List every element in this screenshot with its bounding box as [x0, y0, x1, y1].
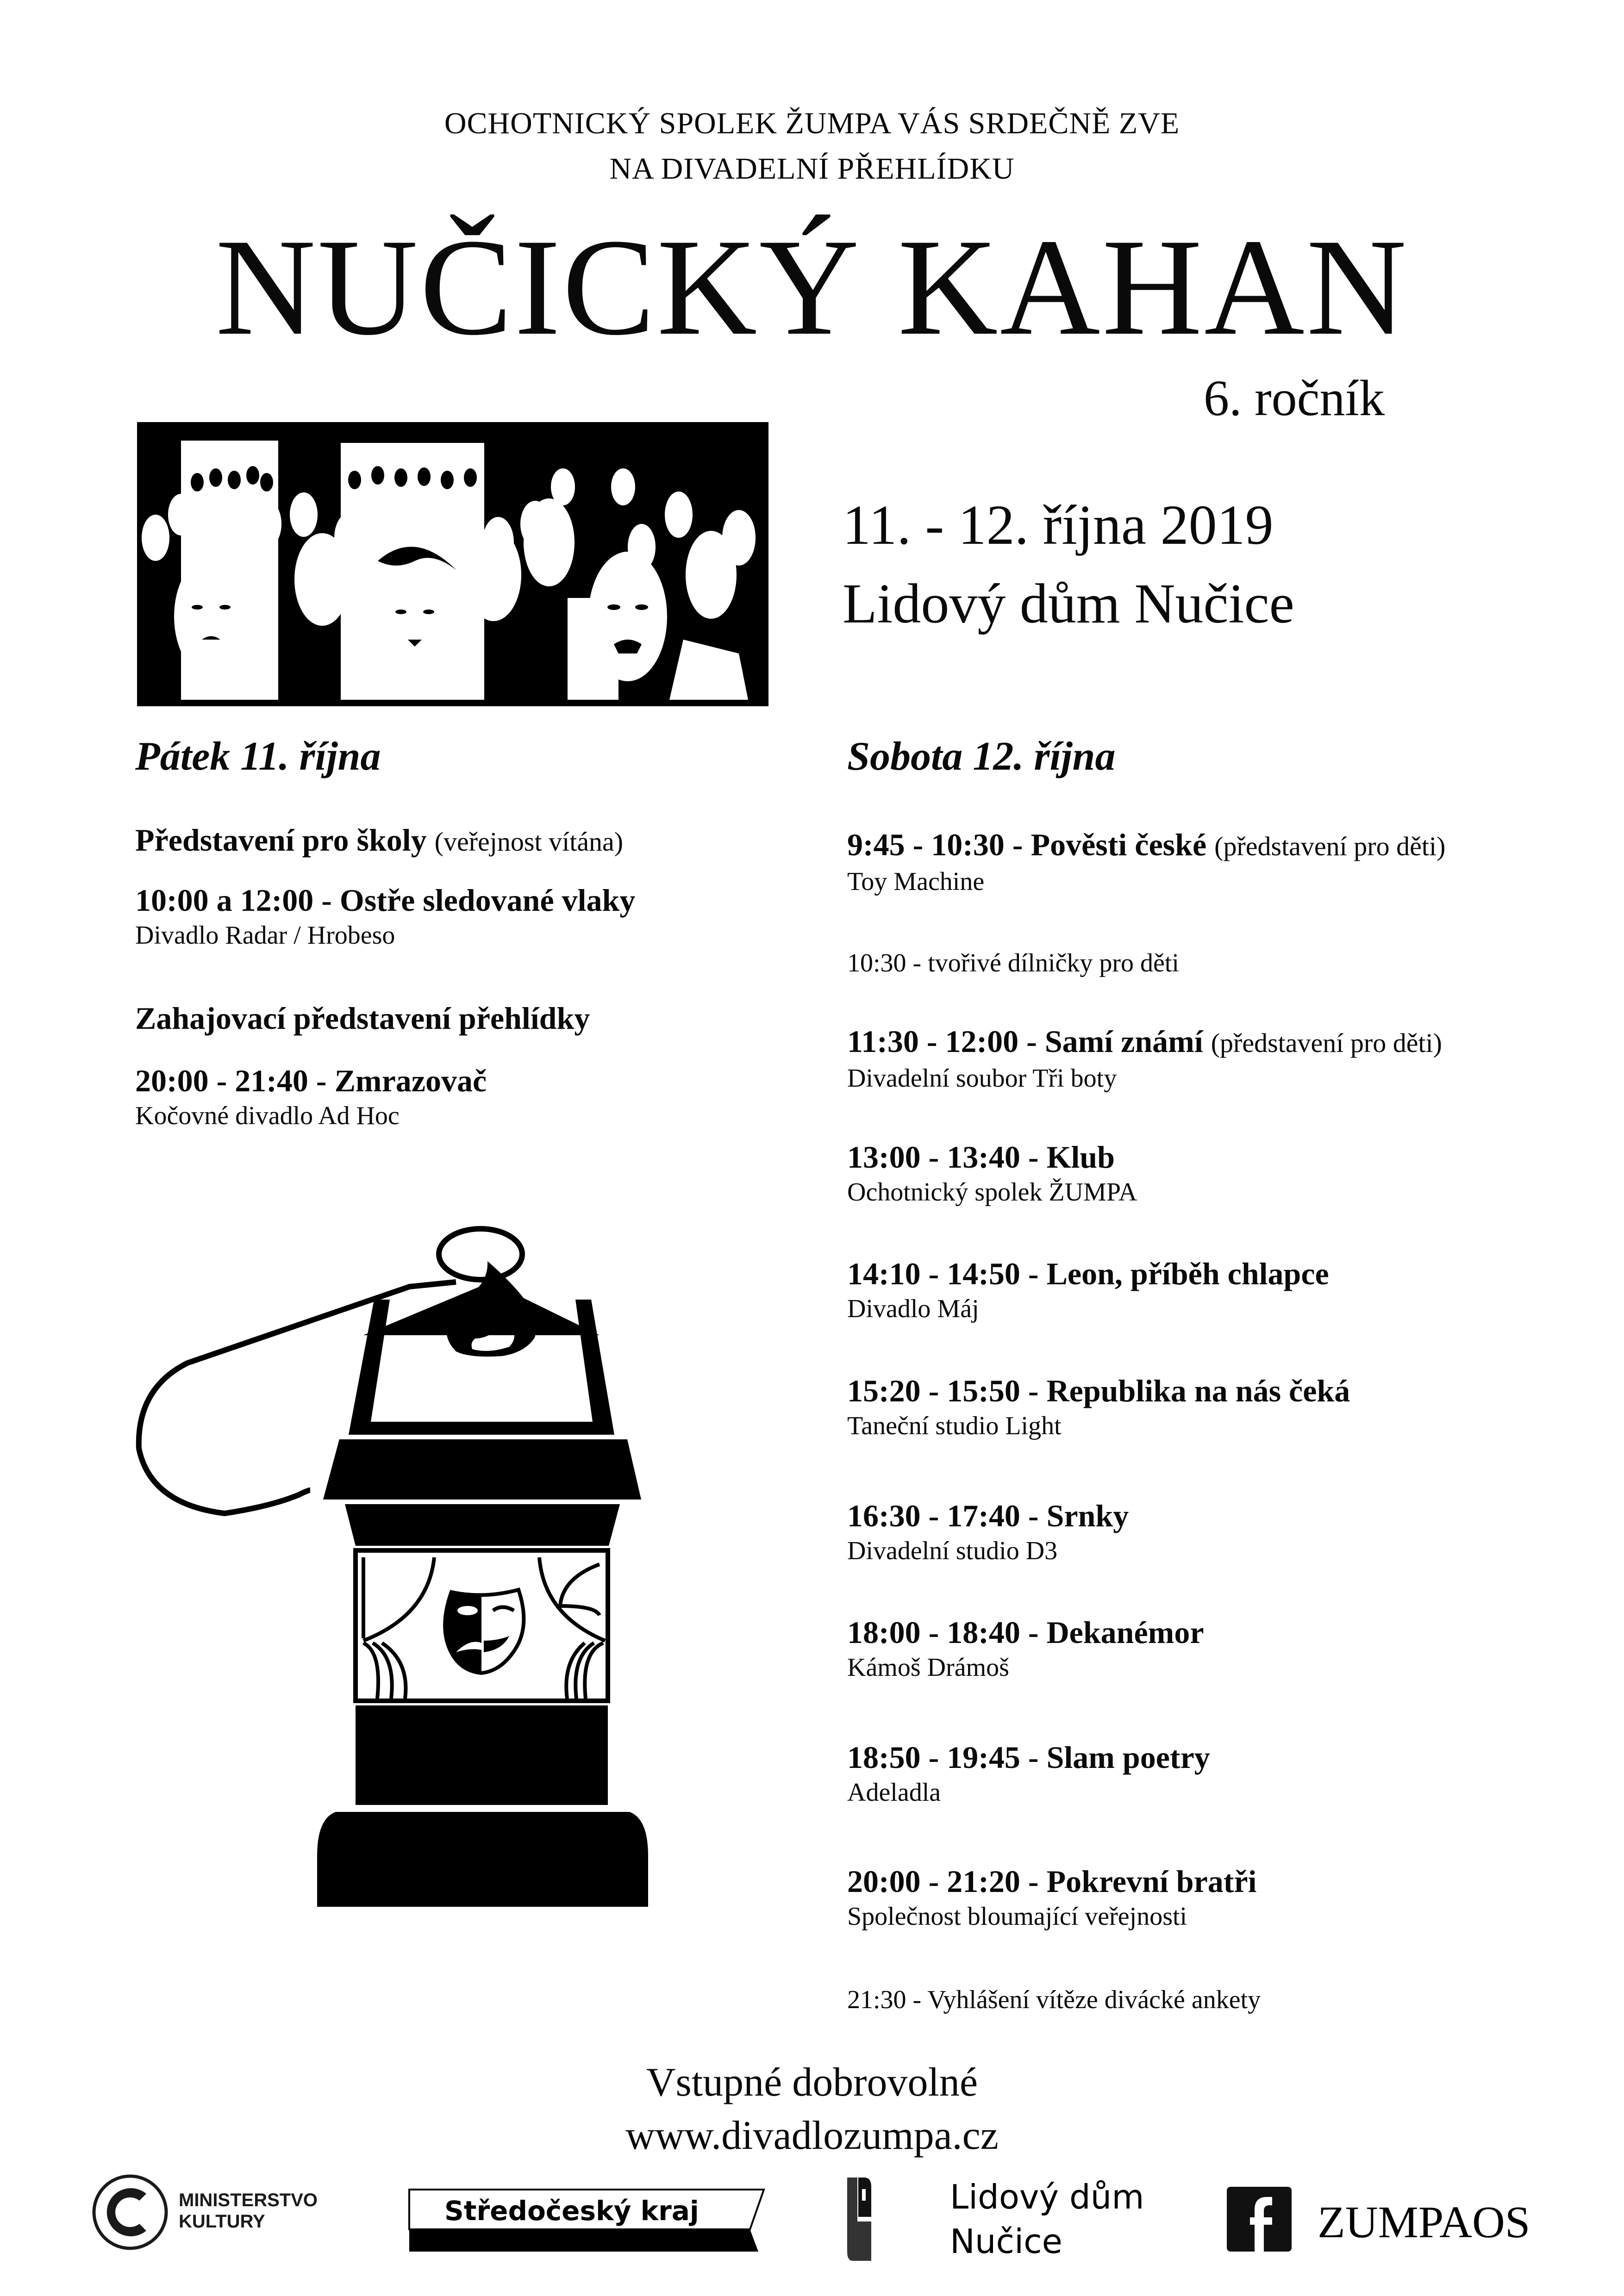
schedule-item-plain: 21:30 - Vyhlášení vítěze divácké ankety [847, 1985, 1261, 2014]
event-title: 10:00 a 12:00 - Ostře sledované vlaky [135, 883, 636, 918]
venue-logo-line-1: Lidový dům [950, 2178, 1144, 2216]
event-title-line [847, 826, 1445, 865]
admission-note: Vstupné dobrovolné [646, 2060, 978, 2105]
facebook-page-link[interactable] [1227, 2187, 1551, 2252]
venue-logo-text [950, 2175, 1144, 2264]
event-dates: 11. - 12. října 2019 [843, 494, 1274, 556]
section-note: (veřejnost vítána) [434, 827, 624, 857]
event-date-venue [843, 486, 1294, 643]
schedule-item [847, 1739, 1210, 1809]
schools-section [135, 821, 623, 860]
venue-logo-line-2: Nučice [950, 2222, 1062, 2261]
event-group: Divadelní studio D3 [847, 1537, 1058, 1565]
event-group: Divadlo Radar / Hrobeso [135, 921, 395, 950]
event-title: 20:00 - 21:40 - Zmrazovač [135, 1063, 487, 1098]
region-name: Středočeský kraj [444, 2195, 699, 2227]
schedule-item [847, 1863, 1257, 1933]
schedule-item [847, 1372, 1350, 1443]
schedule-item [847, 1023, 1442, 1095]
ministry-of-culture-logo [91, 2173, 318, 2252]
event-title: 18:00 - 18:40 - Dekanémor [847, 1615, 1204, 1650]
friday-schedule [135, 734, 783, 1130]
event-title-line [847, 1023, 1442, 1062]
event-group: Kámoš Drámoš [847, 1653, 1009, 1682]
section-title: Představení pro školy [135, 822, 427, 858]
opening-section [135, 1000, 590, 1037]
edition-label: 6. ročník [1204, 370, 1385, 426]
ministry-line-1: MINISTERSTVO [179, 2190, 318, 2210]
schedule-item [847, 1139, 1137, 1209]
event-title: 20:00 - 21:20 - Pokrevní bratři [847, 1864, 1257, 1899]
event-group: Toy Machine [847, 867, 985, 896]
lantern-icon [132, 1208, 687, 1990]
facebook-icon [1227, 2187, 1292, 2252]
schedule-item [847, 1255, 1329, 1325]
event-venue: Lidový dům Nučice [843, 572, 1294, 635]
saturday-heading: Sobota 12. října [847, 734, 1116, 779]
schedule-item [135, 1062, 487, 1132]
event-group: Divadlo Máj [847, 1294, 979, 1323]
event-title: 15:20 - 15:50 - Republika na nás čeká [847, 1373, 1350, 1408]
website-link[interactable]: www.divadlozumpa.cz [625, 2113, 999, 2158]
invitation-line-2: NA DIVADELNÍ PŘEHLÍDKU [609, 152, 1015, 186]
festival-title: NUČICKÝ KAHAN [215, 210, 1409, 364]
event-title: 14:10 - 14:50 - Leon, příběh chlapce [847, 1256, 1329, 1291]
event-group: Společnost bloumající veřejnosti [847, 1902, 1187, 1931]
event-title: 9:45 - 10:30 - Pověsti české [847, 827, 1207, 862]
crowd-illustration-icon [137, 422, 768, 706]
ld-monogram-icon [843, 2178, 936, 2261]
event-group: Adeladla [847, 1778, 941, 1807]
schedule-item [847, 1614, 1204, 1684]
invitation-line-1: OCHOTNICKÝ SPOLEK ŽUMPA VÁS SRDEČNĚ ZVE [444, 106, 1180, 140]
schedule-item [847, 826, 1445, 898]
lantern-illustration [132, 1208, 687, 1990]
ministry-line-2: KULTURY [179, 2211, 265, 2232]
friday-heading: Pátek 11. října [135, 734, 381, 779]
crowd-image [137, 422, 768, 706]
event-group: Ochotnický spolek ŽUMPA [847, 1178, 1137, 1207]
event-group: Divadelní soubor Tři boty [847, 1064, 1117, 1093]
facebook-handle: ZUMPAOS [1318, 2197, 1530, 2247]
event-title: 18:50 - 19:45 - Slam poetry [847, 1740, 1210, 1775]
schedule-item [847, 1497, 1129, 1568]
section-heading: Zahajovací představení přehlídky [135, 1001, 590, 1036]
schedule-item [135, 882, 635, 952]
event-note: (představení pro děti) [1211, 1028, 1442, 1058]
section-heading [135, 821, 623, 860]
event-title: 16:30 - 17:40 - Srnky [847, 1498, 1129, 1533]
event-title: 13:00 - 13:40 - Klub [847, 1139, 1115, 1175]
lidovy-dum-nucice-logo [843, 2178, 1168, 2261]
ministry-text [179, 2190, 318, 2232]
event-title: 11:30 - 12:00 - Samí známí [847, 1024, 1203, 1059]
central-bohemian-region-logo [407, 2188, 768, 2252]
schedule-item-plain: 10:30 - tvořivé dílničky pro děti [847, 949, 1179, 977]
saturday-schedule [847, 734, 1588, 2014]
event-group: Kočovné divadlo Ad Hoc [135, 1101, 400, 1130]
invitation-text [0, 101, 1624, 192]
ministry-emblem-icon [91, 2173, 169, 2252]
event-note: (představení pro děti) [1214, 831, 1446, 861]
event-group: Taneční studio Light [847, 1412, 1062, 1440]
